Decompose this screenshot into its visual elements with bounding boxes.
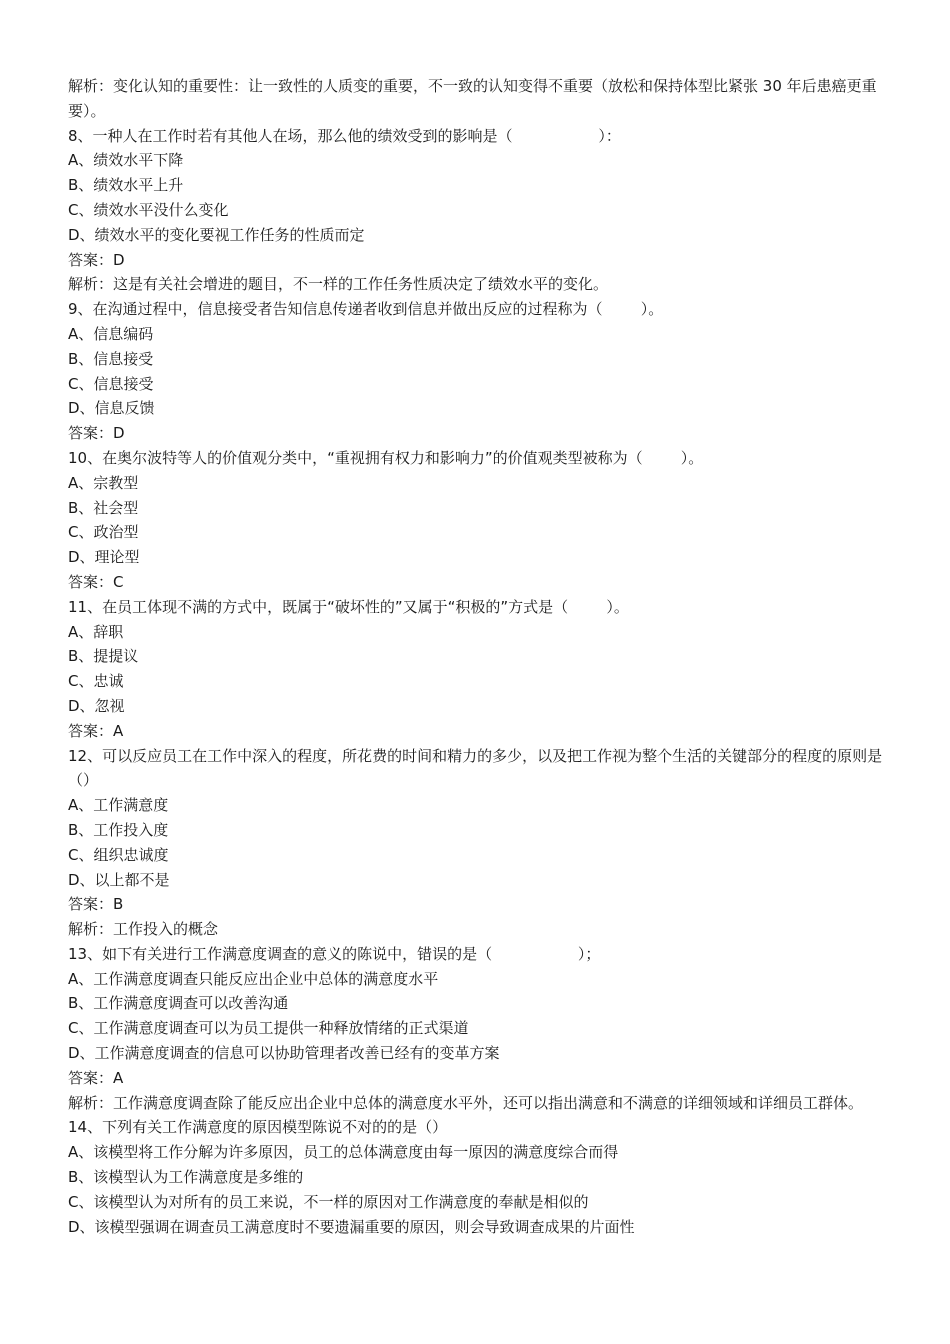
option-b: B、提提议 — [68, 647, 139, 666]
question-11: 11、在员工体现不满的方式中，既属于“破坏性的”又属于“积极的”方式是（ ）。 — [68, 597, 629, 616]
document-page — [68, 74, 886, 1239]
answer-text: 答案：D — [68, 424, 125, 443]
option-b: B、该模型认为工作满意度是多维的 — [68, 1168, 304, 1187]
question-12: 12、可以反应员工在工作中深入的程度，所花费的时间和精力的多少，以及把工作视为整个生活的关键部分的程度的原则是（） — [68, 746, 883, 790]
question-8: 8、一种人在工作时若有其他人在场，那么他的绩效受到的影响是（ ）： — [68, 126, 621, 145]
option-b: B、社会型 — [68, 498, 139, 517]
analysis-text: 解析：变化认知的重要性：让一致性的人质变的重要，不一致的认知变得不重要（放松和保持体型比紧张 30 年后患癌更重要）。 — [68, 77, 877, 120]
question-14: 14、下列有关工作满意度的原因模型陈说不对的的是（） — [68, 1118, 448, 1137]
option-d: D、以上都不是 — [68, 870, 170, 889]
option-c: C、忠诚 — [68, 672, 124, 691]
option-a: A、绩效水平下降 — [68, 151, 184, 170]
option-d: D、该模型强调在调查员工满意度时不要遗漏重要的原因，则会导致调查成果的片面性 — [68, 1217, 635, 1236]
option-c: C、组织忠诚度 — [68, 845, 169, 864]
option-d: D、信息反馈 — [68, 399, 155, 418]
option-d: D、工作满意度调查的信息可以协助管理者改善已经有的变革方案 — [68, 1044, 500, 1063]
option-a: A、工作满意度调查只能反应出企业中总体的满意度水平 — [68, 969, 439, 988]
option-b: B、工作满意度调查可以改善沟通 — [68, 994, 289, 1013]
option-b: B、信息接受 — [68, 349, 154, 368]
option-b: B、绩效水平上升 — [68, 176, 184, 195]
option-c: C、工作满意度调查可以为员工提供一种释放情绪的正式渠道 — [68, 1019, 469, 1038]
option-c: C、政治型 — [68, 523, 139, 542]
question-13: 13、如下有关进行工作满意度调查的意义的陈说中，错误的是（ ）； — [68, 944, 601, 963]
question-9: 9、在沟通过程中，信息接受者告知信息传递者收到信息并做出反应的过程称为（ ）。 — [68, 300, 664, 319]
answer-text: 答案：D — [68, 250, 125, 269]
answer-text: 答案：B — [68, 895, 124, 914]
analysis-text: 解析：这是有关社会增进的题目，不一样的工作任务性质决定了绩效水平的变化。 — [68, 275, 609, 294]
analysis-text: 解析：工作满意度调查除了能反应出企业中总体的满意度水平外，还可以指出满意和不满意的详细领域和详细员工群体。 — [68, 1093, 864, 1112]
option-a: A、信息编码 — [68, 324, 154, 343]
option-a: A、宗教型 — [68, 473, 139, 492]
answer-text: 答案：C — [68, 572, 124, 591]
option-c: C、该模型认为对所有的员工来说，不一样的原因对工作满意度的奉献是相似的 — [68, 1192, 589, 1211]
option-d: D、忽视 — [68, 696, 125, 715]
option-a: A、该模型将工作分解为许多原因，员工的总体满意度由每一原因的满意度综合而得 — [68, 1143, 619, 1162]
option-b: B、工作投入度 — [68, 820, 169, 839]
option-c: C、信息接受 — [68, 374, 154, 393]
analysis-text: 解析：工作投入的概念 — [68, 920, 219, 939]
question-10: 10、在奥尔波特等人的价值观分类中，“重视拥有权力和影响力”的价值观类型被称为（ ）。 — [68, 448, 704, 467]
option-d: D、绩效水平的变化要视工作任务的性质而定 — [68, 225, 365, 244]
answer-text: 答案：A — [68, 1068, 124, 1087]
option-a: A、工作满意度 — [68, 796, 169, 815]
option-c: C、绩效水平没什么变化 — [68, 200, 229, 219]
option-d: D、理论型 — [68, 548, 140, 567]
answer-text: 答案：A — [68, 721, 124, 740]
option-a: A、辞职 — [68, 622, 124, 641]
